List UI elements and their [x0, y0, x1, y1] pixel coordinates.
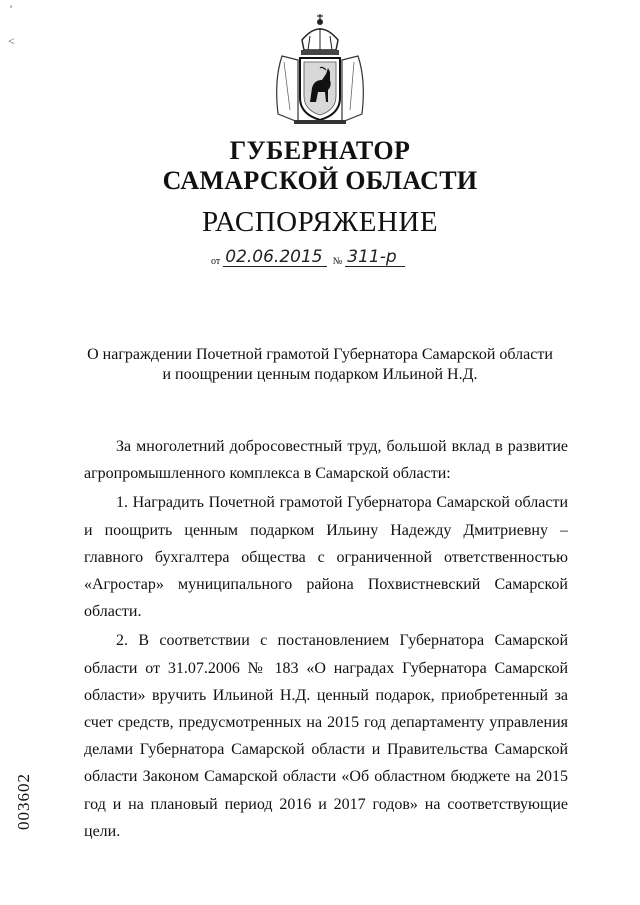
item-1-paragraph: 1. Наградить Почетной грамотой Губернатора Самарской области и поощрить ценным подарком Ильину Надежду Дмитриевну – главного бухгалтера общества с ограниченной ответственностью «Агростар» муниципального района Похвистневский Самарской области.: [84, 494, 568, 621]
date-number-line: [208, 248, 405, 267]
page-serial-number: 003602: [14, 773, 33, 830]
number-label: №: [332, 256, 343, 267]
document-body: [84, 433, 568, 845]
subject-line: О награждении Почетной грамотой Губернатора Самарской области: [87, 346, 553, 363]
document-subject: [0, 345, 640, 385]
handwritten-number: 311-р: [345, 248, 405, 267]
issuer-region: САМАРСКОЙ ОБЛАСТИ: [162, 166, 478, 195]
preamble-paragraph: За многолетний добросовестный труд, большой вклад в развитие агропромышленного комплекса в Самарской области:: [84, 438, 568, 483]
item-2-paragraph: 2. В соответствии с постановлением Губернатора Самарской области от 31.07.2006 № 183 «О наградах Губернатора Самарской области» вручить Ильиной Н.Д. ценный подарок, приобретенный за счет средств, предусмотренных на 2015 год департаменту управления делами Губернатора Самарской области и Правительства Самарской области Законом Самарской области «Об областном бюджете на 2015 год и на плановый период 2016 и 2017 годов» на соответствующие цели.: [84, 632, 568, 840]
handwritten-date: 02.06.2015: [223, 248, 327, 267]
scan-mark: <: [8, 34, 15, 48]
scan-mark: ': [10, 2, 13, 16]
subject-line: и поощрении ценным подарком Ильиной Н.Д.: [162, 366, 478, 383]
from-label: от: [211, 256, 221, 267]
issuer-title: ГУБЕРНАТОР: [229, 136, 411, 165]
samara-region-coat-of-arms-icon: [268, 10, 372, 130]
document-type: РАСПОРЯЖЕНИЕ: [201, 206, 439, 238]
